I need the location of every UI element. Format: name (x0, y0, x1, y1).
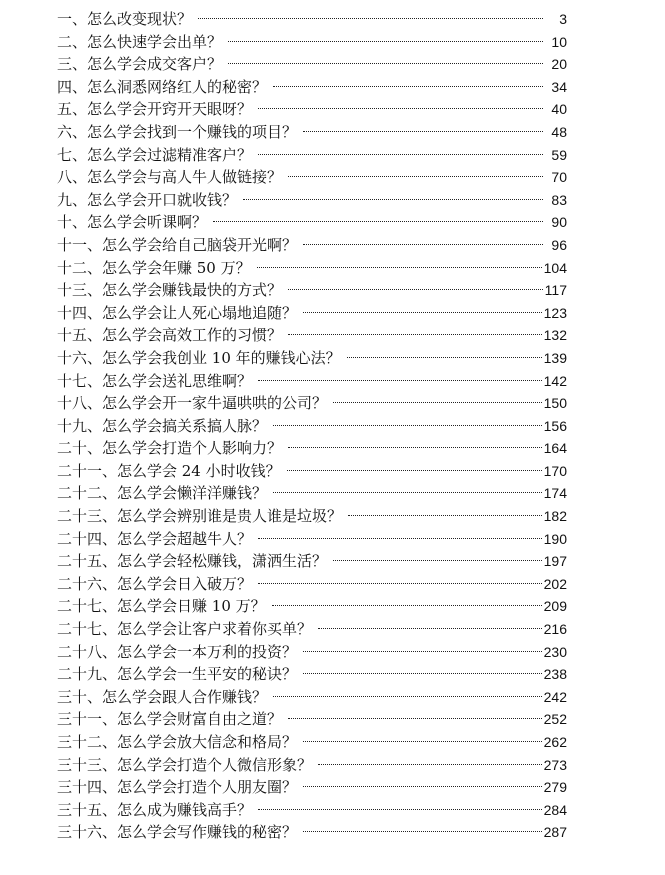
toc-entry-page: 10 (551, 33, 567, 50)
toc-entry-title: 二十六、怎么学会日入破万？ (57, 574, 253, 593)
toc-entry[interactable] (57, 686, 567, 709)
toc-entry-title: 二十三、怎么学会辨别谁是贵人谁是垃圾？ (57, 507, 343, 526)
dot-leader (273, 696, 542, 697)
toc-entry-title: 三十三、怎么学会打造个人微信形象？ (57, 755, 313, 774)
toc-entry-title: 五、怎么学会开窍开天眼呀？ (57, 100, 253, 119)
toc-entry-title: 二十四、怎么学会超越牛人？ (57, 529, 253, 548)
toc-entry-title: 十九、怎么学会搞关系搞人脉？ (57, 416, 268, 435)
toc-entry[interactable] (57, 31, 567, 54)
toc-entry-title: 二十八、怎么学会一本万利的投资？ (57, 642, 298, 661)
dot-leader (228, 63, 543, 64)
dot-leader (258, 809, 542, 810)
toc-entry-page: 262 (543, 734, 567, 750)
toc-entry[interactable] (57, 53, 567, 76)
toc-entry[interactable] (57, 437, 567, 460)
toc-entry-page: 287 (543, 824, 567, 841)
dot-leader (258, 154, 543, 155)
toc-entry-page: 252 (543, 711, 567, 728)
dot-leader (272, 605, 542, 606)
toc-entry-title: 二十九、怎么学会一生平安的秘诀？ (57, 665, 298, 684)
toc-entry-title: 一、怎么改变现状？ (57, 10, 193, 28)
toc-entry-page: 284 (543, 801, 567, 818)
toc-entry-page: 279 (543, 779, 567, 796)
toc-entry-title: 三十一、怎么学会财富自由之道？ (57, 710, 283, 729)
toc-entry[interactable] (57, 392, 567, 415)
toc-entry[interactable] (57, 618, 567, 641)
dot-leader (258, 538, 542, 539)
toc-entry[interactable] (57, 754, 567, 777)
toc-entry-page: 139 (543, 349, 567, 366)
toc-entry-page: 216 (543, 621, 567, 638)
toc-entry-page: 90 (551, 214, 567, 231)
toc-entry-title: 十四、怎么学会让人死心塌地追随？ (57, 303, 298, 322)
dot-leader (257, 267, 542, 268)
toc-entry[interactable] (57, 234, 567, 257)
toc-entry[interactable] (57, 211, 567, 234)
toc-entry-title: 三十五、怎么成为赚钱高手？ (57, 800, 253, 819)
toc-entry[interactable] (57, 257, 567, 280)
toc-entry-title: 九、怎么学会开口就收钱？ (57, 190, 238, 209)
dot-leader (303, 312, 542, 313)
dot-leader (288, 176, 543, 177)
toc-entry-page: 34 (551, 78, 567, 95)
toc-entry-title: 二、怎么快速学会出单？ (57, 32, 223, 51)
toc-entry[interactable] (57, 776, 567, 799)
toc-entry[interactable] (57, 528, 567, 551)
dot-leader (318, 764, 542, 765)
toc-entry-title: 十一、怎么学会给自己脑袋开光啊？ (57, 235, 298, 254)
toc-entry-page: 83 (551, 191, 567, 208)
toc-entry[interactable] (57, 8, 567, 31)
toc-entry-page: 197 (543, 553, 567, 570)
toc-entry-title: 十六、怎么学会我创业 10 年的赚钱心法？ (57, 348, 341, 367)
toc-entry-page: 123 (543, 304, 567, 321)
dot-leader (348, 515, 542, 516)
toc-entry-title: 二十五、怎么学会轻松赚钱，潇洒生活？ (57, 552, 328, 571)
toc-entry-title: 七、怎么学会过滤精准客户？ (57, 145, 253, 164)
toc-entry-page: 96 (551, 236, 567, 253)
toc-entry[interactable] (57, 370, 567, 393)
toc-entry-title: 八、怎么学会与高人牛人做链接？ (57, 168, 283, 187)
table-of-contents (57, 8, 567, 844)
dot-leader (213, 221, 543, 222)
toc-entry-title: 十五、怎么学会高效工作的习惯？ (57, 326, 283, 345)
toc-entry-title: 三十六、怎么学会写作赚钱的秘密？ (57, 823, 298, 842)
dot-leader (303, 244, 543, 245)
dot-leader (303, 131, 543, 132)
toc-entry-title: 三十二、怎么学会放大信念和格局？ (57, 733, 298, 751)
toc-entry-page: 230 (543, 643, 567, 660)
toc-entry-page: 59 (551, 146, 567, 163)
dot-leader (303, 831, 542, 832)
dot-leader (258, 583, 542, 584)
toc-entry[interactable] (57, 415, 567, 438)
toc-entry[interactable] (57, 505, 567, 528)
toc-entry[interactable] (57, 347, 567, 370)
toc-entry-page: 238 (543, 666, 567, 683)
toc-entry-page: 104 (543, 259, 567, 276)
toc-entry-title: 十八、怎么学会开一家牛逼哄哄的公司？ (57, 394, 328, 413)
dot-leader (333, 402, 542, 403)
toc-entry-page: 20 (551, 56, 567, 73)
dot-leader (288, 447, 542, 448)
toc-entry-title: 二十二、怎么学会懒洋洋赚钱？ (57, 484, 268, 503)
toc-entry-page: 242 (543, 688, 567, 705)
toc-entry-page: 174 (543, 485, 567, 502)
toc-entry-title: 十、怎么学会听课啊？ (57, 213, 208, 232)
toc-entry[interactable] (57, 121, 567, 144)
toc-entry-page: 190 (543, 530, 567, 547)
toc-entry[interactable] (57, 98, 567, 121)
toc-entry[interactable] (57, 550, 567, 573)
toc-entry-page: 150 (543, 395, 567, 412)
toc-entry-page: 48 (551, 123, 567, 140)
dot-leader (303, 651, 542, 652)
toc-entry[interactable] (57, 279, 567, 302)
dot-leader (258, 380, 542, 381)
toc-entry-title: 十三、怎么学会赚钱最快的方式？ (57, 281, 283, 300)
dot-leader (288, 334, 542, 335)
toc-entry-title: 二十、怎么学会打造个人影响力？ (57, 439, 283, 458)
toc-entry-page: 156 (543, 417, 567, 434)
dot-leader (273, 492, 542, 493)
toc-entry-page: 132 (543, 327, 567, 344)
toc-entry-page: 3 (559, 11, 567, 27)
toc-entry[interactable] (57, 708, 567, 731)
toc-entry[interactable] (57, 460, 567, 483)
toc-entry[interactable] (57, 144, 567, 167)
dot-leader (258, 108, 543, 109)
toc-entry[interactable] (57, 76, 567, 99)
dot-leader (198, 18, 543, 19)
toc-entry[interactable] (57, 324, 567, 347)
dot-leader (333, 560, 542, 561)
toc-entry[interactable] (57, 663, 567, 686)
toc-entry-page: 202 (543, 575, 567, 592)
toc-entry-title: 十二、怎么学会年赚 50 万？ (57, 258, 251, 277)
dot-leader (287, 470, 542, 471)
dot-leader (288, 289, 543, 290)
dot-leader (318, 628, 542, 629)
dot-leader (303, 786, 542, 787)
toc-entry-page: 40 (551, 101, 567, 118)
toc-entry-title: 二十七、怎么学会让客户求着你买单？ (57, 620, 313, 639)
toc-entry-title: 二十一、怎么学会 24 小时收钱？ (57, 461, 281, 480)
toc-entry[interactable] (57, 189, 567, 212)
toc-entry[interactable] (57, 595, 567, 618)
dot-leader (303, 673, 542, 674)
toc-entry-title: 三十四、怎么学会打造个人朋友圈？ (57, 778, 298, 797)
toc-entry-title: 三十、怎么学会跟人合作赚钱？ (57, 687, 268, 706)
toc-entry[interactable] (57, 302, 567, 325)
toc-entry[interactable] (57, 641, 567, 664)
toc-entry[interactable] (57, 482, 567, 505)
toc-entry-page: 209 (543, 598, 567, 615)
dot-leader (273, 425, 542, 426)
toc-entry-title: 二十七、怎么学会日赚 10 万？ (57, 597, 266, 616)
toc-entry-page: 70 (551, 169, 567, 186)
dot-leader (243, 199, 543, 200)
toc-entry-page: 273 (543, 756, 567, 773)
toc-entry-page: 164 (543, 440, 567, 457)
toc-entry-title: 三、怎么学会成交客户？ (57, 55, 223, 74)
dot-leader (288, 718, 542, 719)
toc-entry[interactable] (57, 731, 567, 754)
toc-entry-page: 142 (543, 372, 567, 389)
toc-entry[interactable] (57, 799, 567, 822)
toc-entry-page: 117 (544, 282, 567, 299)
dot-leader (303, 741, 542, 742)
toc-entry-title: 十七、怎么学会送礼思维啊？ (57, 371, 253, 390)
toc-entry[interactable] (57, 166, 567, 189)
dot-leader (228, 41, 543, 42)
toc-entry-title: 六、怎么学会找到一个赚钱的项目？ (57, 122, 298, 141)
toc-entry-title: 四、怎么洞悉网络红人的秘密？ (57, 77, 268, 96)
toc-entry[interactable] (57, 573, 567, 596)
toc-entry[interactable] (57, 821, 567, 844)
toc-entry-page: 182 (543, 508, 567, 525)
dot-leader (273, 86, 543, 87)
toc-entry-page: 170 (543, 462, 567, 479)
dot-leader (347, 357, 542, 358)
